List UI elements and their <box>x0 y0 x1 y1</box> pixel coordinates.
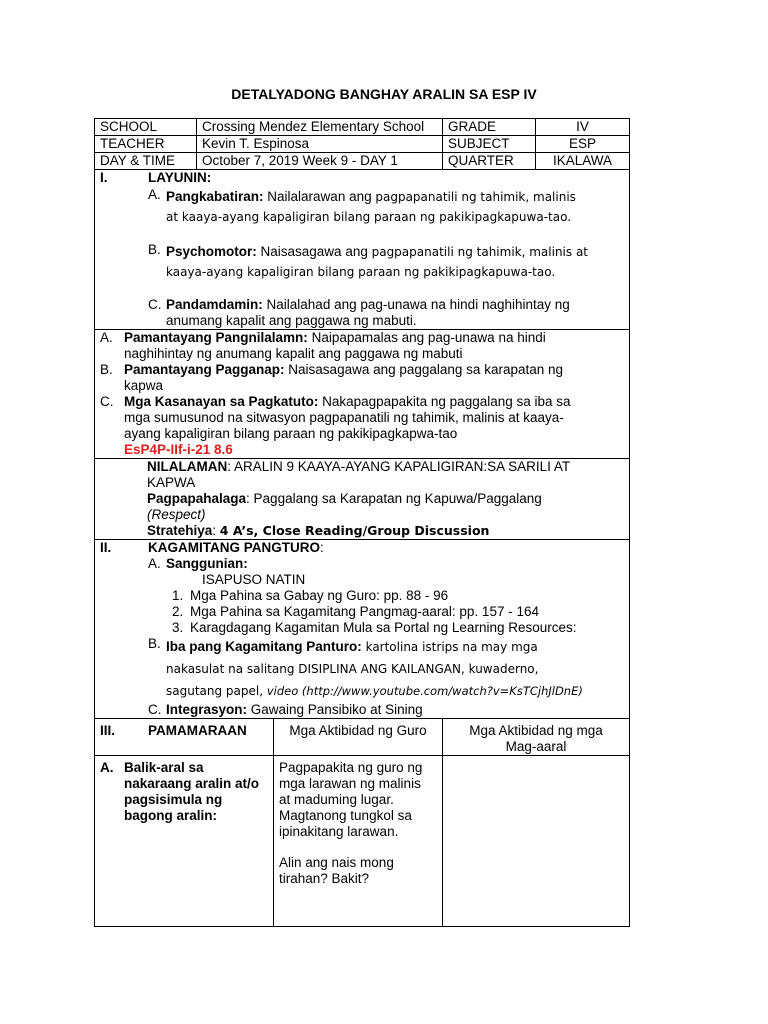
reference-item <box>100 588 624 604</box>
row-daytime <box>95 153 630 170</box>
pagpapahalaga-label: Pagpapahalaga <box>147 491 247 506</box>
teacher-label: TEACHER <box>95 136 197 153</box>
stratehiya-value: 4 A’s, Close Reading/Group Discussion <box>219 523 490 538</box>
reference-item <box>100 620 624 636</box>
mag-aaral-activity-cell <box>443 756 630 927</box>
reference-item-text: Mga Pahina sa Kagamitang Pangmag-aaral: pp. 157 - 164 <box>190 604 539 619</box>
pamantayan-c <box>100 394 624 458</box>
layunin-a-text1: Nailalarawan ang <box>263 189 376 204</box>
iba-pang-letter: B. <box>148 636 161 651</box>
pamantayan-b-label: Pamantayang Pagganap: <box>124 362 285 377</box>
guro-lines2-line: tirahan? Bakit? <box>279 871 370 886</box>
guro-lines-line: at maduming lugar. <box>279 792 394 807</box>
balik-aral-cell <box>95 756 274 927</box>
layunin-c-label: Pandamdamin: <box>166 297 263 312</box>
pamantayan-a-text2: naghihintay ng anumang kapalit ang paggawa ng mabuti <box>124 346 463 361</box>
a-lines-line: pagsisimula ng <box>124 792 223 807</box>
layunin-b-letter: B. <box>148 242 161 257</box>
layunin-b-label: Psychomotor: <box>166 244 257 259</box>
guro-lines2-line: Alin ang nais mong <box>279 855 394 870</box>
sanggunian <box>100 556 624 572</box>
layunin-num: I. <box>100 170 108 185</box>
balik-aral-label <box>124 760 268 824</box>
pamamaraan-heading: PAMAMARAAN <box>148 723 247 738</box>
guro-question-text <box>279 855 437 887</box>
stratehiya-label: Stratehiya <box>147 523 213 538</box>
layunin-a <box>100 187 624 227</box>
page-title: DETALYADONG BANGHAY ARALIN SA ESP IV <box>231 86 537 102</box>
school-label: SCHOOL <box>95 119 197 136</box>
subject-value: ESP <box>536 136 630 153</box>
kagamitan-colon: : <box>320 540 324 555</box>
iba-pang-label: Iba pang Kagamitang Panturo: <box>166 639 362 654</box>
a-lines-line: Balik-aral sa <box>124 760 204 775</box>
integrasyon-text: Gawaing Pansibiko at Sining <box>247 702 423 717</box>
isapuso-natin: ISAPUSO NATIN <box>202 572 306 587</box>
integrasyon-label: Integrasyon: <box>166 702 248 717</box>
grade-value: IV <box>536 119 630 136</box>
layunin-c-text2: anumang kapalit ang paggawa ng mabuti. <box>166 313 417 328</box>
reference-item-text: Mga Pahina sa Gabay ng Guro: pp. 88 - 96 <box>190 588 449 603</box>
pamantayan-c-text1: Nakapagpapakita ng paggalang sa iba sa <box>318 394 571 409</box>
reference-item-text: Karagdagang Kagamitan Mula sa Portal ng Learning Resources: <box>190 620 577 635</box>
pamantayan-c-text3: ayang kapaligiran bilang paraan ng pakikipagkapwa-tao <box>124 426 458 441</box>
iba-pang-kagamitan <box>100 636 624 702</box>
row-pamantayan <box>95 330 630 459</box>
layunin-b <box>100 242 624 282</box>
reference-list <box>100 588 624 636</box>
pamantayan-a-label: Pamantayang Pangnilalamn: <box>124 330 308 345</box>
integrasyon-letter: C. <box>148 702 162 717</box>
pagpapahalaga-text: : Paggalang sa Karapatan ng Kapuwa/Paggalang <box>246 491 542 506</box>
daytime-label: DAY & TIME <box>95 153 197 170</box>
col-mag-aaral-line1: Mga Aktibidad ng mga <box>469 723 603 738</box>
sanggunian-label: Sanggunian: <box>166 556 248 571</box>
layunin-c-letter: C. <box>148 297 162 312</box>
guro-activity-text <box>279 760 437 840</box>
balik-aral-letter: A. <box>100 760 114 775</box>
pamantayan-c-label: Mga Kasanayan sa Pagkatuto: <box>124 394 319 409</box>
layunin-a-letter: A. <box>148 187 161 202</box>
school-value: Crossing Mendez Elementary School <box>197 119 443 136</box>
layunin-b-text2: pagpapanatili ng tahimik, malinis at <box>371 245 589 259</box>
layunin-a-text2: pagpapanatili ng tahimik, malinis <box>375 190 576 204</box>
pamantayan-b <box>100 362 624 394</box>
pamantayan-a <box>100 330 624 362</box>
row-pamamaraan-header <box>95 719 630 756</box>
lesson-plan <box>94 118 629 927</box>
layunin-heading: LAYUNIN: <box>148 170 212 185</box>
col-mag-aaral-line2: Mag-aaral <box>505 739 567 754</box>
quarter-value: IKALAWA <box>536 153 630 170</box>
row-school <box>95 119 630 136</box>
reference-item-number: 3. <box>172 620 184 635</box>
kagamitan-heading: KAGAMITANG PANGTURO <box>148 540 320 555</box>
pamamaraan-num: III. <box>100 723 116 738</box>
grade-label: GRADE <box>443 119 536 136</box>
col-guro: Mga Aktibidad ng Guro <box>274 719 443 756</box>
layunin-c <box>100 297 624 329</box>
pamantayan-b-text1: Naisasagawa ang paggalang sa karapatan ng <box>284 362 564 377</box>
nilalaman-text1: : ARALIN 9 KAAYA-AYANG KAPALIGIRAN:SA SARILI AT <box>227 459 571 474</box>
pamantayan-a-letter: A. <box>100 330 113 345</box>
row-teacher <box>95 136 630 153</box>
layunin-a-label: Pangkabatiran: <box>166 189 264 204</box>
guro-lines-line: ipinakitang larawan. <box>279 824 399 839</box>
guro-lines-line: mga larawan ng malinis <box>279 776 421 791</box>
integrasyon <box>100 702 624 718</box>
reference-item-number: 1. <box>172 588 184 603</box>
layunin-b-text3: kaaya-ayang kapaligiran bilang paraan ng pakikipagkapuwa-tao. <box>166 265 556 279</box>
respect-text: (Respect) <box>147 507 206 522</box>
iba-pang-text2: nakasulat na salitang DISIPLINA ANG KAILANGAN, kuwaderno, <box>166 662 539 676</box>
reference-item <box>100 604 624 620</box>
subject-label: SUBJECT <box>443 136 536 153</box>
pamantayan-b-letter: B. <box>100 362 113 377</box>
col-mag-aaral <box>443 719 630 756</box>
teacher-value: Kevin T. Espinosa <box>197 136 443 153</box>
guro-activity-cell <box>274 756 443 927</box>
reference-item-number: 2. <box>172 604 184 619</box>
a-lines-line: bagong aralin: <box>124 808 218 823</box>
pamantayan-b-text2: kapwa <box>124 378 164 393</box>
sanggunian-letter: A. <box>148 556 161 571</box>
layunin-a-text3: at kaaya-ayang kapaligiran bilang paraan ng pakikipagkapuwa-tao. <box>166 210 572 224</box>
guro-lines-line: Magtanong tungkol sa <box>279 808 412 823</box>
row-kagamitan <box>95 540 630 719</box>
pamantayan-c-letter: C. <box>100 394 114 409</box>
pamantayan-a-text1: Naipapamalas ang pag-unawa na hindi <box>307 330 546 345</box>
layunin-c-text1: Nailalahad ang pag-unawa na hindi naghihintay ng <box>262 297 570 312</box>
competency-code: EsP4P-IIf-i-21 8.6 <box>124 442 233 457</box>
quarter-label: QUARTER <box>443 153 536 170</box>
row-nilalaman <box>95 459 630 540</box>
pamantayan-c-text2: mga sumusunod na sitwasyon pagpapanatili ng tahimik, malinis at kaaya- <box>124 410 564 425</box>
iba-pang-text1: kartolina istrips na may mga <box>361 640 538 654</box>
daytime-value: October 7, 2019 Week 9 - DAY 1 <box>197 153 443 170</box>
nilalaman-label: NILALAMAN <box>147 459 228 474</box>
video-link[interactable]: video (http://www.youtube.com/watch?v=KsTCjhJlDnE) <box>266 684 583 698</box>
iba-pang-text3: sagutang papel, <box>166 684 267 698</box>
row-balik-aral <box>95 756 630 927</box>
a-lines-line: nakaraang aralin at/o <box>124 776 260 791</box>
row-layunin <box>95 170 630 330</box>
nilalaman-text2: KAPWA <box>147 475 196 490</box>
guro-lines-line: Pagpapakita ng guro ng <box>279 760 423 775</box>
stratehiya-colon: : <box>212 523 220 538</box>
kagamitan-num: II. <box>100 540 112 555</box>
layunin-b-text1: Naisasagawa ang <box>256 244 372 259</box>
